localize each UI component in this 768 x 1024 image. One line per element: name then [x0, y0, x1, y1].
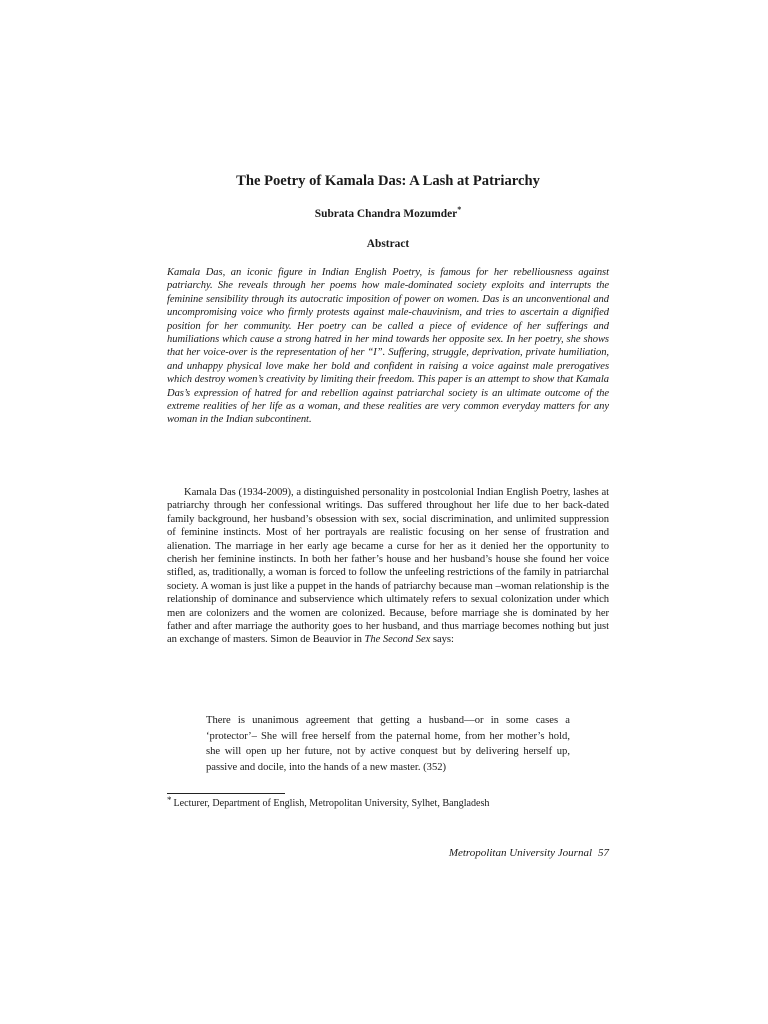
body-paragraph-tail: says:	[430, 634, 454, 646]
page-number: 57	[598, 847, 609, 859]
author-footnote-mark: *	[457, 205, 462, 214]
book-title: The Second Sex	[364, 634, 431, 646]
abstract-heading: Abstract	[366, 238, 410, 250]
author-line	[167, 207, 609, 221]
running-footer	[449, 846, 609, 860]
body-paragraph	[167, 486, 609, 647]
journal-name: Metropolitan University Journal	[448, 847, 592, 859]
block-quote: There is unanimous agreement that getting a husband—or in some cases a ‘protector’– She will free herself from the paternal home, from her mother’s hold, she will open up her future, not by active conquest but by delivering herself up, passive and docile, into the hands of a new master. (352)	[206, 715, 570, 773]
abstract-text: Kamala Das, an iconic figure in Indian English Poetry, is famous for her rebelliousness against patriarchy. She reveals through her poems how male-dominated society exploits and interrupts the feminine sensibility through its autocratic imposition of power on women. Das is an unconventional and uncompromising voice who firmly protests against male-chauvinism, and tries to ascertain a dignified position for her community. Her poetry can be called a piece of evidence of her sufferings and humiliations which cause a strong hatred in her mind towards her opposite sex. In her poetry, she shows that her voice-over is the representation of her “I”. Suffering, struggle, deprivation, private humiliation, and unhappy physical love make her bold and confident in raising a voice against male prerogatives which destroy women’s creativity by limiting their freedom. This paper is an attempt to show that Kamala Das’s expression of hatred for and rebellion against patriarchal society is an ultimate outcome of the extreme realities of her life as a woman, and these realities are very common everyday matters for any woman in the Indian subcontinent.	[167, 267, 609, 426]
footnote	[167, 797, 609, 810]
article-title: The Poetry of Kamala Das: A Lash at Patriarchy	[236, 173, 540, 189]
author-name: Subrata Chandra Mozumder	[314, 208, 458, 220]
footnote-mark: *	[167, 795, 172, 805]
footnote-text: Lecturer, Department of English, Metropolitan University, Sylhet, Bangladesh	[173, 798, 490, 809]
body-paragraph-text: Kamala Das (1934-2009), a distinguished personality in postcolonial Indian English Poetry, lashes at patriarchy through her confessional writings. Das suffered throughout her life due to her back-dated family background, her husband’s obsession with sex, social discrimination, and unlimited suppression of feminine instincts. Most of her portrayals are realistic focusing on her sense of frustration and alienation. The marriage in her early age became a curse for her as it denied her the opportunity to cherish her feminine instincts. In both her father’s house and her husband’s house she found her voice stifled, as, traditionally, a woman is forced to follow the unfeeling restrictions of the family in patriarchal society. A woman is just like a puppet in the hands of patriarchy because man –woman relationship is the relationship of dominance and subservience which ultimately refers to sexual colonization under which men are colonizers and the women are colonized. Because, before marriage she is dominated by her father and after marriage the authority goes to her husband, and thus marriage becomes nothing but just an exchange of masters. Simon de Beauvior in	[167, 487, 609, 646]
footnote-divider	[167, 793, 285, 794]
